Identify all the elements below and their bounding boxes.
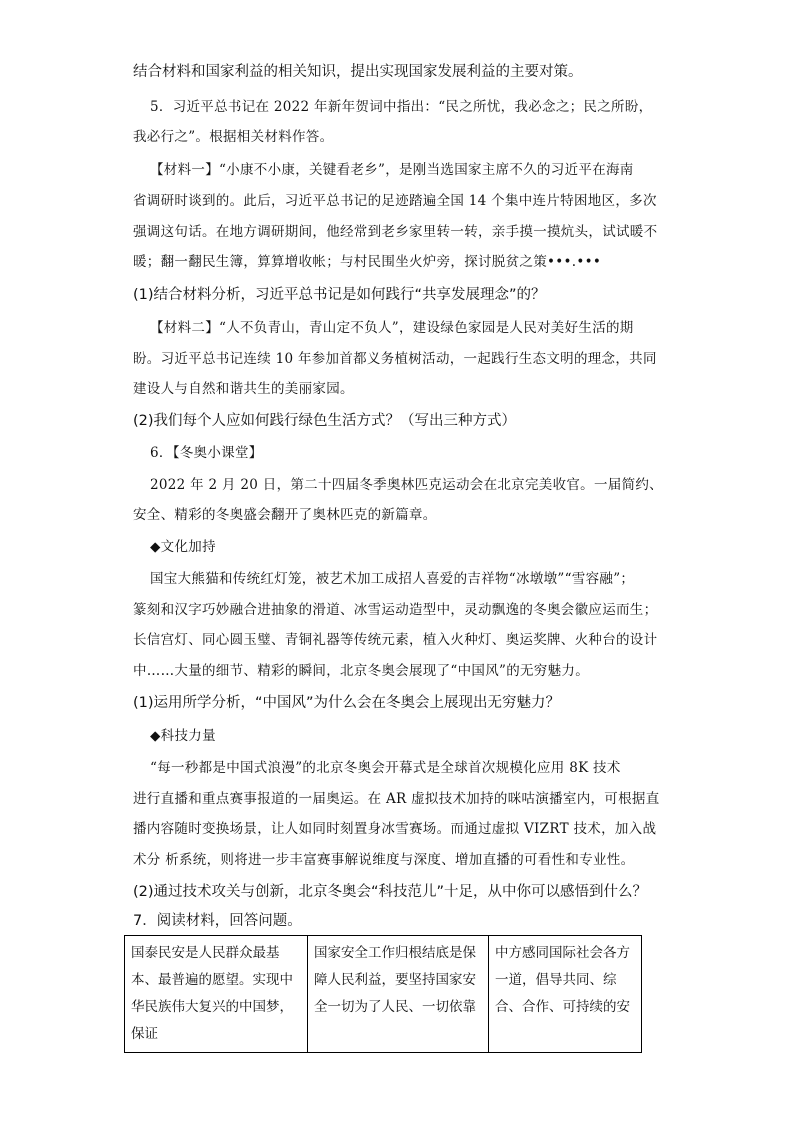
text-line: 术分 析系统，则将进一步丰富赛事解说维度与深度、增加直播的可看性和专业性。 <box>133 852 635 868</box>
text-line: 暖；翻一翻民生簿，算算增收帐；与村民围坐火炉旁，探讨脱贫之策•••.••• <box>133 254 602 270</box>
text-line: 播内容随时变换场景，让人如同时刻置身冰雪赛场。而通过虚拟 VIZRT 技术，加入战 <box>133 821 657 837</box>
sub-question-2: (2)通过技术攻关与创新，北京冬奥会“科技范儿”十足，从中你可以感悟到什么？ <box>133 884 648 900</box>
text-line: 篆刻和汉字巧妙融合进抽象的滑道、冰雪运动造型中，灵动飘逸的冬奥会徽应运而生； <box>133 602 658 618</box>
question-5-title: 5．习近平总书记在 2022 年新年贺词中指出：“民之所忧，我必念之；民之所盼， <box>150 99 653 115</box>
text-line: 长信宫灯、同心圆玉璧、青铜礼器等传统元素，植入火种灯、奥运奖牌、火种台的设计 <box>133 632 658 648</box>
section-heading-technology: ◆科技力量 <box>150 728 216 744</box>
text-line: 强调这句话。在地方调研期间，他经常到老乡家里转一转，亲手摸一摸炕头，试试暖不 <box>133 224 658 240</box>
question-6-title: 6．【冬奥小课堂】 <box>150 445 263 461</box>
text-line: 国宝大熊猫和传统红灯笼，被艺术加工成招人喜爱的吉祥物“冰墩墩”“雪容融”； <box>150 571 635 587</box>
text-line: 进行直播和重点赛事报道的一届奥运。在 AR 虚拟技术加持的咪咕演播室内，可根据直 <box>133 791 660 807</box>
question-7-title: 7．阅读材料，回答问题。 <box>133 913 302 929</box>
table-row <box>125 936 642 1053</box>
sub-question-1: (1)运用所学分析，“中国风”为什么会在冬奥会上展现出无穷魅力？ <box>133 695 561 711</box>
section-heading-culture: ◆文化加持 <box>150 539 216 555</box>
sub-question-2: (2)我们每个人应如何践行绿色生活方式？（写出三种方式） <box>133 413 517 429</box>
table-cell: 国泰民安是人民群众最基本、最普遍的愿望。实现中华民族伟大复兴的中国梦，保证 <box>125 936 308 1053</box>
text-line: 中……大量的细节、精彩的瞬间，北京冬奥会展现了“中国风”的无穷魅力。 <box>133 663 590 679</box>
text-line: “每一秒都是中国式浪漫”的北京冬奥会开幕式是全球首次规模化应用 8K 技术 <box>150 760 621 776</box>
table-cell: 中方感同国际社会各方一道，倡导共同、综合、合作、可持续的安 <box>489 936 642 1053</box>
text-line: 建设人与自然和谐共生的美丽家园。 <box>133 381 354 397</box>
table-cell: 国家安全工作归根结底是保障人民利益，要坚持国家安全一切为了人民、一切依靠 <box>308 936 489 1053</box>
text-line: 盼。习近平总书记连续 10 年参加首都义务植树活动，一起践行生态文明的理念，共同 <box>133 351 657 367</box>
material-1-text: 【材料一】“小康不小康，关键看老乡”，是刚当选国家主席不久的习近平在海南 <box>150 162 634 178</box>
material-2-text: 【材料二】“人不负青山，青山定不负人”，建设绿色家园是人民对美好生活的期 <box>150 320 634 336</box>
sub-question-1: (1)结合材料分析，习近平总书记是如何践行“共享发展理念”的？ <box>133 287 546 303</box>
material-table <box>124 935 642 1053</box>
text-line: 结合材料和国家利益的相关知识，提出实现国家发展利益的主要对策。 <box>133 64 583 80</box>
text-line: 2022 年 2 月 20 日，第二十四届冬季奥林匹克运动会在北京完美收官。一届简约、 <box>150 477 663 493</box>
text-line: 安全、精彩的冬奥盛会翻开了奥林匹克的新篇章。 <box>133 507 437 523</box>
text-line: 我必行之”。根据相关材料作答。 <box>133 129 334 145</box>
text-line: 省调研时谈到的。此后，习近平总书记的足迹踏遍全国 14 个集中连片特困地区，多次 <box>133 193 657 209</box>
